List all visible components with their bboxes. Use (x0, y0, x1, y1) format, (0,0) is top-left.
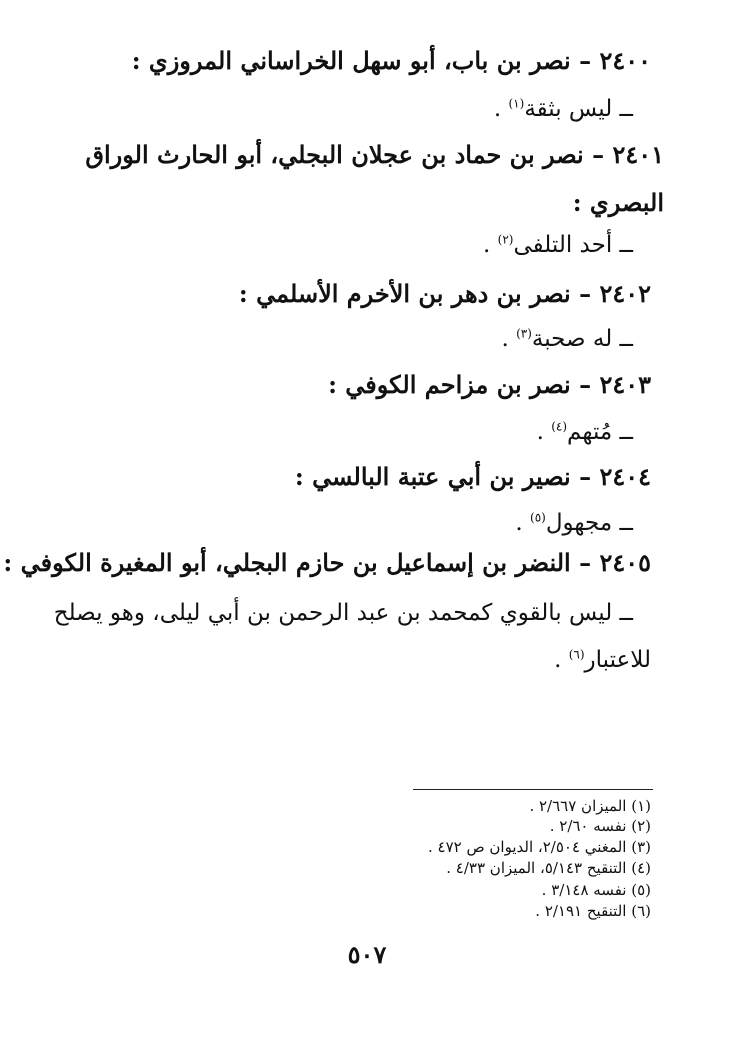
entry-body (515, 508, 633, 538)
entry-end: . (554, 647, 569, 673)
entry-body (483, 230, 633, 260)
entry-text: ــ مجهول (545, 510, 633, 536)
entry-heading-continuation: البصري : (572, 188, 664, 217)
entry-text: للاعتبار (584, 647, 651, 673)
entry-text: ــ أحد التلفى (513, 232, 633, 258)
entry-heading: ٢٤٠٣ – نصر بن مزاحم الكوفي : (328, 370, 651, 399)
entry-heading: ٢٤٠٠ – نصر بن باب، أبو سهل الخراساني المروزي : (131, 46, 651, 75)
footnote-ref: (٣) (516, 326, 532, 341)
entry-heading: ٢٤٠٢ – نصر بن دهر بن الأخرم الأسلمي : (238, 279, 651, 308)
footnote: (٤) التنقيح ٥/١٤٣، الميزان ٤/٣٣ . (446, 859, 651, 877)
footnote: (٦) التنقيح ٢/١٩١ . (535, 902, 651, 920)
entry-body (537, 417, 633, 447)
entry-body (494, 94, 633, 124)
footnote-ref: (٢) (497, 232, 514, 247)
entry-heading: ٢٤٠٤ – نصير بن أبي عتبة البالسي : (294, 462, 651, 491)
footnote-ref: (٦) (568, 647, 585, 662)
footnote-ref: (٤) (551, 419, 568, 434)
entry-text: ــ مُتهم (567, 419, 633, 445)
entry-body (501, 324, 633, 354)
footnote-separator (413, 789, 653, 790)
footnote: (٢) نفسه ٢/٦٠ . (549, 817, 651, 835)
footnote: (٣) المغني ٢/٥٠٤، الديوان ص ٤٧٢ . (428, 838, 651, 856)
entry-text: ــ له صحبة (531, 326, 633, 352)
entry-text: ــ ليس بثقة (524, 96, 633, 122)
footnote: (١) الميزان ٢/٦٦٧ . (529, 797, 651, 815)
entry-heading: ٢٤٠١ – نصر بن حماد بن عجلان البجلي، أبو الحارث الوراق (85, 140, 664, 169)
entry-end: . (483, 232, 498, 258)
entry-end: . (501, 326, 517, 352)
entry-body: ــ ليس بالقوي كمحمد بن عبد الرحمن بن أبي ليلى، وهو يصلح (53, 600, 633, 626)
entry-body-continuation (554, 645, 651, 675)
footnote-ref: (١) (508, 96, 525, 111)
entry-end: . (493, 96, 509, 122)
footnote-ref: (٥) (530, 510, 546, 525)
entry-end: . (515, 510, 531, 536)
entry-end: . (536, 419, 552, 445)
entry-heading: ٢٤٠٥ – النضر بن إسماعيل بن حازم البجلي، أبو المغيرة الكوفي : (3, 548, 651, 577)
footnote: (٥) نفسه ٣/١٤٨ . (541, 881, 651, 899)
page-number: ٥٠٧ (347, 940, 387, 969)
